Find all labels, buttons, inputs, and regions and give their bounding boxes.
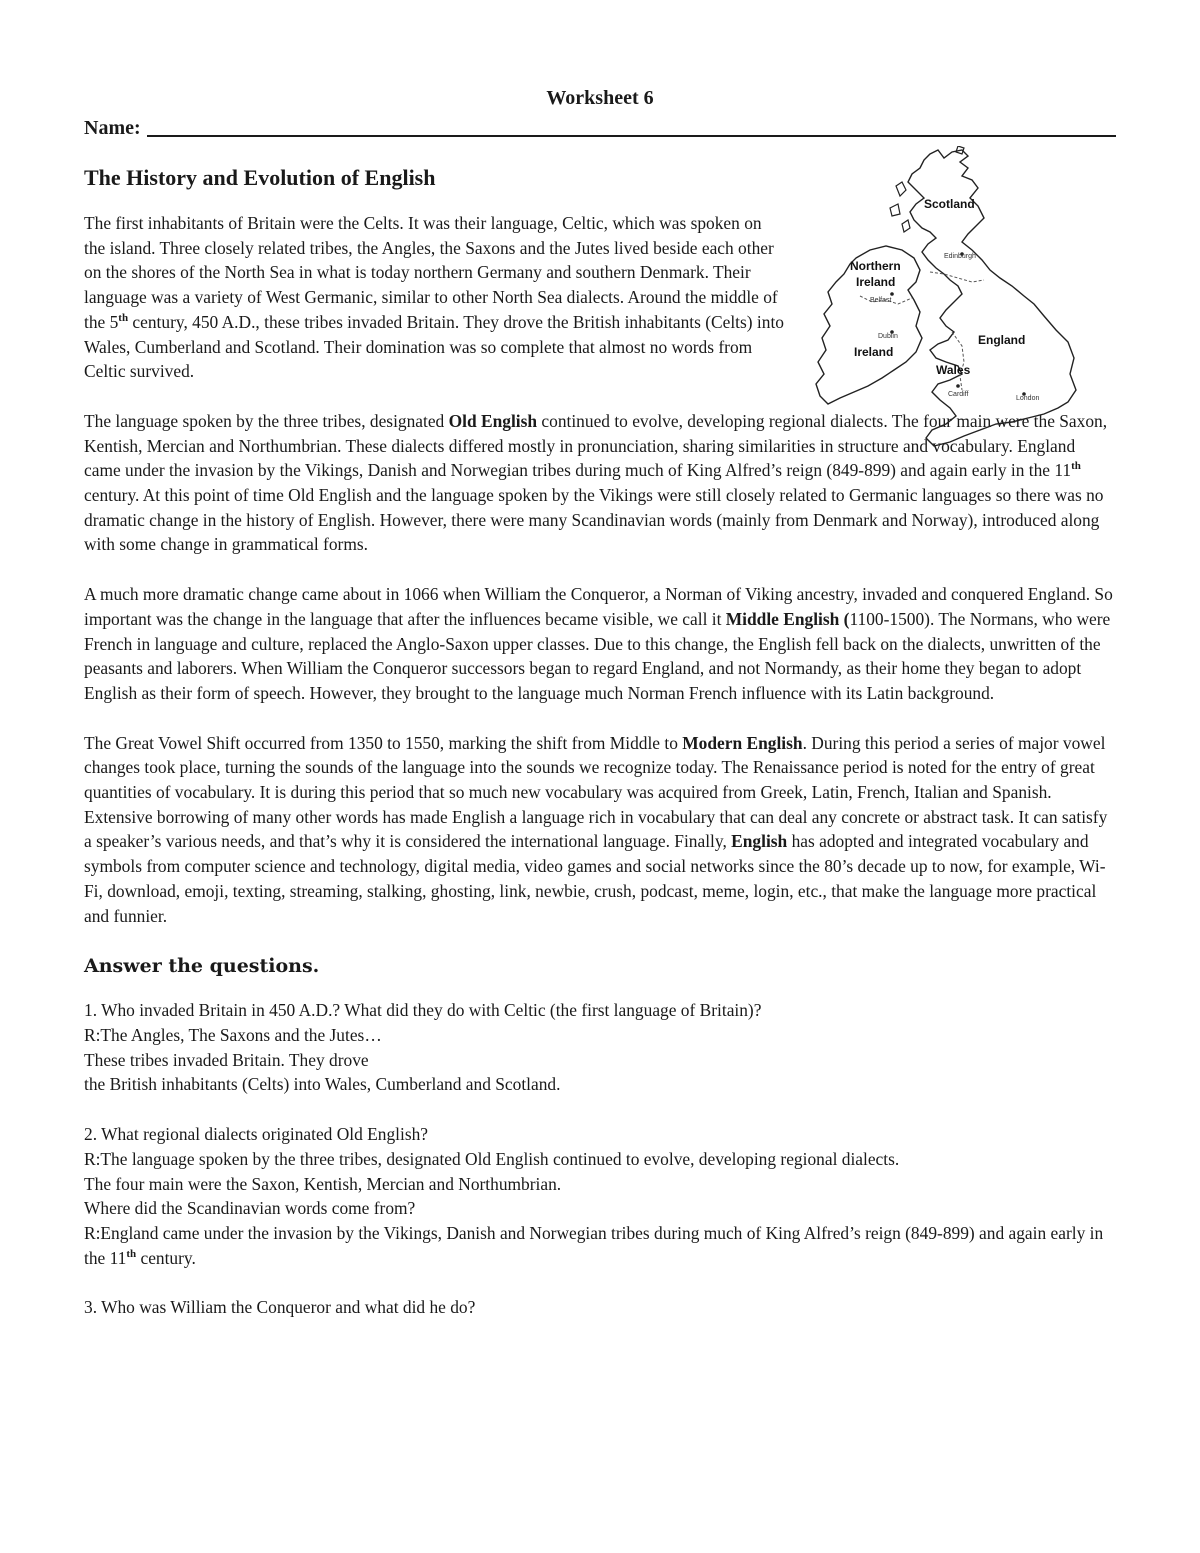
answer-text-part: R:England came under the invasion by the Vikings, Danish and Norwegian tribes during much of King Alfred’s reign (849-899) and again early in the 11 [84, 1222, 1104, 1268]
name-label: Name: [84, 117, 141, 139]
map-label-scotland: Scotland [924, 197, 975, 211]
answer-text-part: century. [136, 1247, 196, 1268]
paragraph-text: The Great Vowel Shift occurred from 1350 to 1550, marking the shift from Middle to [84, 732, 683, 753]
paragraph-text: The first inhabitants of Britain were the Celts. It was their language, Celtic, which was spoken on the island. Three closely related tribes, the Angles, the Saxons and the Jutes lived beside each other on the shores of the North Sea in what is today northern Germany and southern Denmark. Their language was a variety of West Germanic, similar to other North Sea dialects. Around the middle of the 5 [84, 213, 778, 332]
answer-text: These tribes invaded Britain. They drove [84, 1049, 369, 1070]
question-1 [84, 998, 1116, 1097]
paragraph-text: century. At this point of time Old English and the language spoken by the Vikings were still closely related to Germanic languages so there was no dramatic change in the history of English. However, there were many Scandinavian words (mainly from Denmark and Norway), introduced along with some change in grammatical forms. [84, 485, 1104, 555]
answer-text: R:The language spoken by the three tribes, designated Old English continued to evolve, developing regional dialects. [84, 1148, 900, 1169]
term-old-english: Old English [448, 410, 538, 431]
paragraph-text: . During this period a series of major vowel changes took place, turning the sounds of the language into the sounds we recognize today. The Renaissance period is noted for the entry of great quantities of vocabulary. It is during this period that so much new vocabulary was acquired from Greek, Latin, French, Italian and Spanish. Extensive borrowing of many other words has made English a language rich in vocabulary that can deal any concrete or abstract task. It can satisfy a speaker’s various needs, and that’s why it is considered the international language. Finally, [84, 732, 1108, 852]
map-label-england: England [978, 333, 1026, 347]
paragraph-middle-english [84, 582, 1116, 706]
name-field-line[interactable] [147, 135, 1116, 137]
answer-text [84, 1221, 1116, 1270]
paragraph-text: continued to evolve, developing regional dialects. The four main were the Saxon, Kentish, Mercian and Northumbrian. These dialects differed mostly in pronunciation, sharing similarities in structure and vocabulary. England came under the invasion by the Vikings, Danish and Norwegian tribes during much of King Alfred’s reign (849-899) and again early in the 11 [84, 410, 1108, 481]
term-middle-english: Middle English ( [725, 608, 850, 629]
scotland-border [930, 272, 984, 282]
followup-question-text: Where did the Scandinavian words come from? [84, 1198, 416, 1219]
term-modern-english: Modern English [682, 732, 803, 753]
british-isles-map [812, 146, 1084, 452]
map-icon [812, 146, 1084, 452]
map-label-belfast: Belfast [870, 297, 892, 304]
answer-text: R:The Angles, The Saxons and the Jutes… [84, 1024, 382, 1045]
paragraph-celts [84, 211, 784, 384]
paragraph-text: A much more dramatic change came about in 1066 when William the Conqueror, a Norman of Viking ancestry, invaded and conquered England. So important was the change in the language that after the influences became visible, we call it [84, 584, 1113, 629]
name-row [84, 114, 1116, 140]
answer-text: the British inhabitants (Celts) into Wales, Cumberland and Scotland. [84, 1074, 561, 1095]
city-marker-cardiff [956, 384, 960, 388]
question-text: 1. Who invaded Britain in 450 A.D.? What did they do with Celtic (the first language of Britain)? [84, 1000, 762, 1021]
superscript: th [1071, 460, 1081, 473]
worksheet-title: Worksheet 6 [546, 87, 654, 109]
map-label-northern: Northern [850, 259, 901, 273]
paragraph-text: 1100-1500). The Normans, who were French in language and culture, replaced the Anglo-Saxon upper classes. Due to this change, the English fell back on the dialects, unwritten of the peasants and laborers. When William the Conqueror successors began to regard England, and not Normandy, as their home they began to adopt English as their form of speech. However, they brought to the language much Norman French influence with its Latin background. [84, 608, 1111, 703]
document-title: The History and Evolution of English [84, 165, 436, 190]
paragraph-text: The language spoken by the three tribes, designated [84, 410, 449, 431]
map-label-london: London [1016, 395, 1040, 402]
map-label-ireland-ni: Ireland [856, 275, 896, 289]
map-label-cardiff: Cardiff [948, 391, 969, 398]
question-3 [84, 1295, 1116, 1320]
map-label-ireland: Ireland [854, 345, 894, 359]
term-english: English [731, 831, 788, 852]
questions-heading: Answer the questions. [84, 955, 320, 978]
paragraph-modern-english [84, 731, 1116, 929]
answer-text: The four main were the Saxon, Kentish, Mercian and Northumbrian. [84, 1173, 562, 1194]
superscript: th [126, 1247, 137, 1260]
paragraph-text: century, 450 A.D., these tribes invaded Britain. They drove the British inhabitants (Celts) into Wales, Cumberland and Scotland. Their domination was so complete that almost no words from Celtic survived. [84, 311, 784, 382]
question-text: 2. What regional dialects originated Old English? [84, 1124, 429, 1145]
map-label-edinburgh: Edinburgh [944, 253, 976, 260]
superscript: th [118, 312, 129, 325]
question-text: 3. Who was William the Conqueror and what did he do? [84, 1297, 476, 1318]
great-britain-outline [908, 150, 1076, 446]
city-marker-belfast [890, 292, 894, 296]
wales-border [952, 332, 964, 390]
map-label-wales: Wales [936, 363, 971, 377]
islands-outline [890, 146, 964, 232]
paragraph-text: has adopted and integrated vocabulary and symbols from computer science and technology, digital media, video games and social networks since the 80’s decade up to now, for example, Wi-Fi, download, emoji, texting, streaming, stalking, ghosting, link, newbie, crush, podcast, meme, login, etc., that make the language more practical and funnier. [84, 831, 1106, 926]
question-2 [84, 1122, 1116, 1270]
map-label-dublin: Dublin [878, 333, 898, 340]
